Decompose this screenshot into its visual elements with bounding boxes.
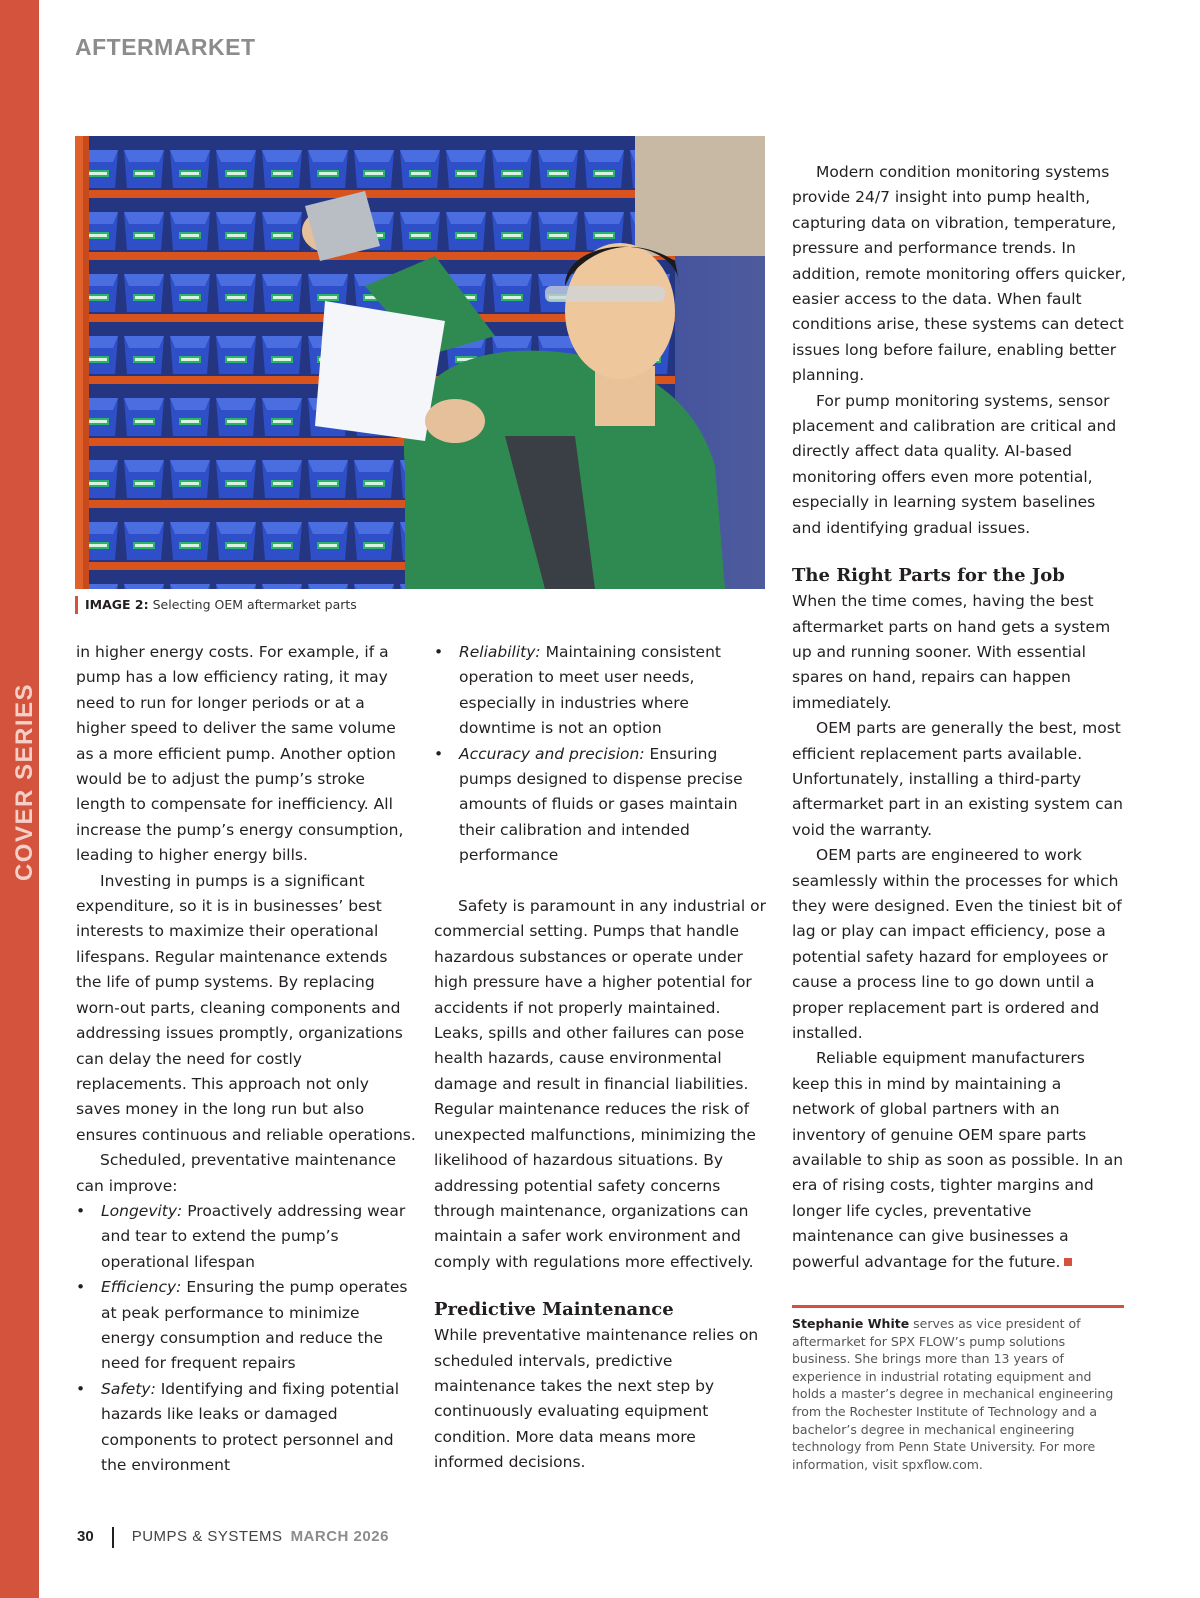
image-caption <box>75 596 357 614</box>
paragraph: Scheduled, preventative maintenance can improve: <box>76 1151 396 1195</box>
article-photo <box>75 136 765 589</box>
bullet-icon: • <box>76 1278 86 1297</box>
side-band <box>0 0 39 1598</box>
list-item <box>76 1199 416 1275</box>
list-item <box>434 640 769 742</box>
list-item <box>76 1275 416 1377</box>
paragraph: Modern condition monitoring systems provide 24/7 insight into pump health, capturing data on vibration, temperature, pressure and performance trends. In addition, remote monitoring offers quicker, easier access to the data. When fault conditions arise, these systems can detect issues long before failure, enabling better planning. <box>792 163 1127 385</box>
caption-text: Selecting OEM aftermarket parts <box>152 597 357 612</box>
bullet-icon: • <box>76 1379 86 1398</box>
list-item <box>76 1377 416 1479</box>
list-item-text: Ensuring the pump operates at peak performance to minimize energy consumption and reduce the need for frequent repairs <box>101 1278 408 1373</box>
list-item-term: Accuracy and precision: <box>459 744 645 763</box>
list-item-term: Reliability: <box>459 643 541 661</box>
issue-date: MARCH 2026 <box>290 1528 389 1545</box>
section-label: AFTERMARKET <box>75 34 256 60</box>
paragraph: OEM parts are engineered to work seamlessly within the processes for which they were designed. Even the tiniest bit of lag or play can impact efficiency, pose a potential safety hazard for employees or cause a process line to go down until a proper replacement part is ordered and installed. <box>792 846 1122 1042</box>
list-item-text: Ensuring pumps designed to dispense precise amounts of fluids or gases maintain their calibration and intended performance <box>459 744 743 865</box>
benefits-list <box>76 1199 416 1478</box>
bio-divider <box>792 1305 1124 1308</box>
paragraph: OEM parts are generally the best, most efficient replacement parts available. Unfortunately, installing a third-party aftermarket part in an existing system can void the warranty. <box>792 719 1123 839</box>
author-name: Stephanie White <box>792 1316 910 1331</box>
caption-label: IMAGE 2: <box>85 597 149 612</box>
predictive-maintenance-heading: Predictive Maintenance <box>434 1299 674 1321</box>
paragraph: Safety is paramount in any industrial or commercial setting. Pumps that handle hazardous substances or operate under high pressure have a higher potential for accidents if not properly maintained. Leaks, spills and other failures can pose health hazards, cause environmental damage and result in financial liabilities. Regular maintenance reduces the risk of unexpected malfunctions, minimizing the likelihood of hazardous situations. By addressing potential safety concerns through maintenance, organizations can maintain a safer work environment and comply with regulations more effectively. <box>434 897 766 1271</box>
list-item-term: Safety: <box>101 1379 156 1398</box>
list-item-term: Longevity: <box>101 1201 183 1220</box>
footer-divider <box>112 1527 114 1548</box>
list-item-text: Maintaining consistent operation to meet user needs, especially in industries where downtime is not an option <box>459 643 721 738</box>
author-bio-text: serves as vice president of aftermarket for SPX FLOW’s pump solutions business. She brings more than 13 years of experience in industrial rotating equipment and holds a master’s degree in mechanical engineering from the Rochester Institute of Technology and a bachelor’s degree in mechanical engineering technology from Penn State University. For more information, visit spxflow.com. <box>792 1316 1114 1472</box>
list-item-text: Identifying and fixing potential hazards like leaks or damaged components to protect personnel and the environment <box>101 1379 400 1474</box>
bullet-icon: • <box>76 1201 86 1220</box>
column-2 <box>434 640 769 1476</box>
bullet-icon: • <box>434 643 444 661</box>
column-1 <box>76 640 416 1478</box>
paragraph <box>792 1046 1127 1275</box>
final-paragraph-text: Reliable equipment manufacturers keep this in mind by maintaining a network of global partners with an inventory of genuine OEM spare parts available to ship as soon as possible. In an era of rising costs, tighter margins and longer life cycles, preventative maintenance can give businesses a powerful advantage for the future. <box>792 1049 1124 1271</box>
paragraph: While preventative maintenance relies on scheduled intervals, predictive maintenance takes the next step by continuously evaluating equipment condition. More data means more informed decisions. <box>434 1326 759 1472</box>
page-number: 30 <box>77 1528 94 1545</box>
magazine-name: PUMPS & SYSTEMS <box>131 1528 283 1545</box>
paragraph: in higher energy costs. For example, if a pump has a low efficiency rating, it may need to run for longer periods or at a higher speed to deliver the same volume as a more efficient pump. Another option would be to adjust the pump’s stroke length to compensate for inefficiency. All increase the pump’s energy consumption, leading to higher energy bills. <box>76 643 404 865</box>
list-item-term: Efficiency: <box>101 1278 182 1297</box>
paragraph: When the time comes, having the best aftermarket parts on hand gets a system up and running sooner. With essential spares on hand, repairs can happen immediately. <box>792 592 1111 712</box>
warehouse-photo-illustration <box>75 136 765 589</box>
benefits-list-continued <box>434 640 769 869</box>
cover-series-label: COVER SERIES <box>11 682 38 882</box>
right-parts-heading: The Right Parts for the Job <box>792 565 1065 587</box>
paragraph: For pump monitoring systems, sensor placement and calibration are critical and directly affect data quality. AI-based monitoring offers even more potential, especially in learning system baselines and identifying gradual issues. <box>792 391 1117 537</box>
author-bio <box>792 1315 1124 1473</box>
end-mark-icon <box>1064 1258 1072 1266</box>
bullet-icon: • <box>434 744 444 763</box>
list-item <box>434 742 769 869</box>
list-item-text: Proactively addressing wear and tear to extend the pump’s operational lifespan <box>101 1201 406 1271</box>
column-3 <box>792 160 1127 1275</box>
page-footer <box>77 1525 389 1549</box>
paragraph: Investing in pumps is a significant expenditure, so it is in businesses’ best interests to maximize their operational lifespans. Regular maintenance extends the life of pump systems. By replacing worn-out parts, cleaning components and addressing issues promptly, organizations can delay the need for costly replacements. This approach not only saves money in the long run but also ensures continuous and reliable operations. <box>76 871 416 1144</box>
